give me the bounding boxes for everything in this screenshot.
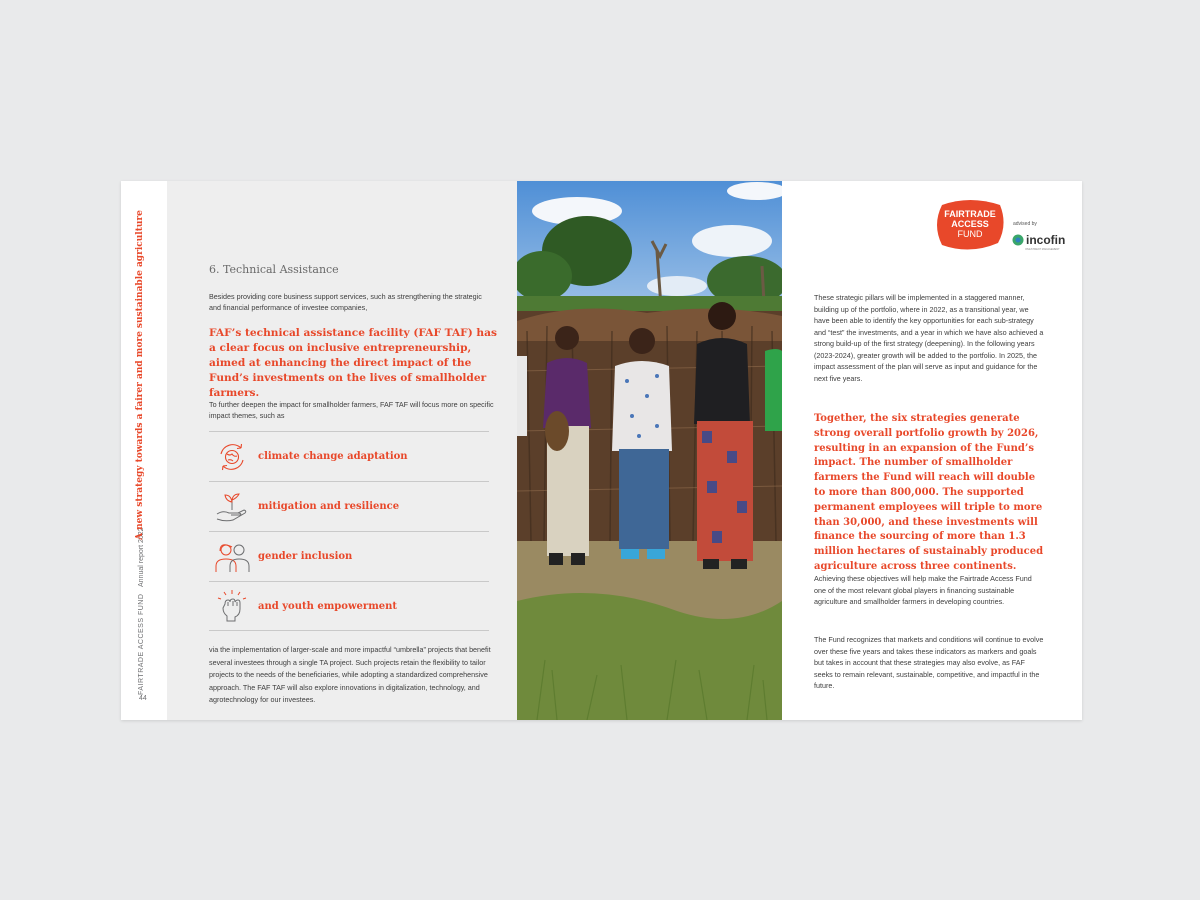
right-paragraph-1: These strategic pillars will be implemented in a staggered manner, building up of the portfolio, where in 2022, as a transitional year, we have been able to identify the key opportunities for each sub-strategy and “test” the investments, and a year in which we have also achieved a strong build-up of the first strategy (deepening). In the following years (2023-2024), greater growth will be added to the portfolio. In 2025, the impact assessment of the plan will serve as input and guidance for the next five years. [814, 293, 1044, 383]
right-paragraph-3: The Fund recognizes that markets and conditions will continue to evolve over these five years and takes these indicators as markers and goals but takes in account that these strategies may also evolve, as FAF seeks to remain relevant, sustainable, competitive, and impactful in the future. [814, 635, 1044, 690]
lead-quote: FAF’s technical assistance facility (FAF TAF) has a clear focus on inclusive entrepreneurship, aimed at enhancing the direct impact of the Fund’s investments on the lives of smallholder farmers. [209, 327, 497, 399]
theme-label: mitigation and resilience [258, 501, 400, 512]
deepen-paragraph: To further deepen the impact for smallholder farmers, FAF TAF will focus more on specific impact themes, such as [209, 400, 494, 420]
logo-line1: FAIRTRADE [944, 209, 996, 219]
theme-label: and youth empowerment [258, 600, 398, 612]
right-paragraph-2: Achieving these objectives will help make the Fairtrade Access Fund one of the most relevant global players in financing sustainable agriculture and smallholder farmers in developing countries. [814, 574, 1032, 606]
theme-label: climate change adaptation [258, 451, 408, 462]
hand-sprout-icon [212, 487, 252, 527]
globe-cycle-icon [212, 437, 252, 477]
theme-item [209, 531, 489, 581]
incofin-word: incofin [1026, 233, 1066, 247]
theme-label: gender inclusion [258, 551, 353, 562]
farmers-photo [517, 181, 782, 720]
theme-item [209, 431, 489, 481]
theme-item [209, 481, 489, 531]
left-page [167, 181, 517, 720]
impact-themes-list [209, 431, 489, 631]
right-page [782, 181, 1082, 720]
theme-item [209, 581, 489, 631]
logo-line3: FUND [957, 229, 983, 239]
fairtrade-access-fund-logo [934, 199, 1006, 256]
raised-fist-icon [212, 586, 252, 626]
incofin-subtitle: INVESTMENT MANAGEMENT [1025, 248, 1060, 251]
report-spread [121, 181, 1082, 720]
via-paragraph: via the implementation of larger-scale and more impactful “umbrella” projects that benefit several investees through a single TA project. Such projects retain the flexibility to tailor projects to the needs of the beneficiaries, while adopting a standardized comprehensive approach. The FAF TAF will also explore innovations in digitalization, technology, and agrotechnology for our investees. [209, 645, 491, 704]
incofin-logo [1012, 233, 1065, 247]
vertical-fund-name: FAIRTRADE ACCESS FUND [138, 593, 145, 695]
people-icon [212, 537, 252, 577]
vertical-tagline: A new strategy towards a fairer and more sustainable agriculture [135, 210, 145, 540]
logo-line2: ACCESS [951, 219, 989, 229]
incofin-mark-icon [1012, 234, 1024, 246]
section-title: 6. Technical Assistance [209, 263, 339, 276]
vertical-header [121, 181, 167, 720]
right-lead-quote: Together, the six strategies generate strong overall portfolio growth by 2026, resulting in an expansion of the Fund’s impact. The number of smallholder farmers the Fund will reach will double to more than 800,000. The supported permanent employees will triple to more than 30,000, and these investments will finance the sourcing of more than 1.3 million hectares of sustainably produced agriculture across three continents. [814, 413, 1044, 572]
margin-strip [121, 181, 167, 720]
page-number: 44 [139, 695, 147, 702]
intro-paragraph: Besides providing core business support services, such as strengthening the strategic and financial performance of investee companies, [209, 292, 482, 312]
vertical-report: Annual report 2022 [138, 527, 145, 587]
advised-by-label: advised by [1013, 221, 1037, 227]
